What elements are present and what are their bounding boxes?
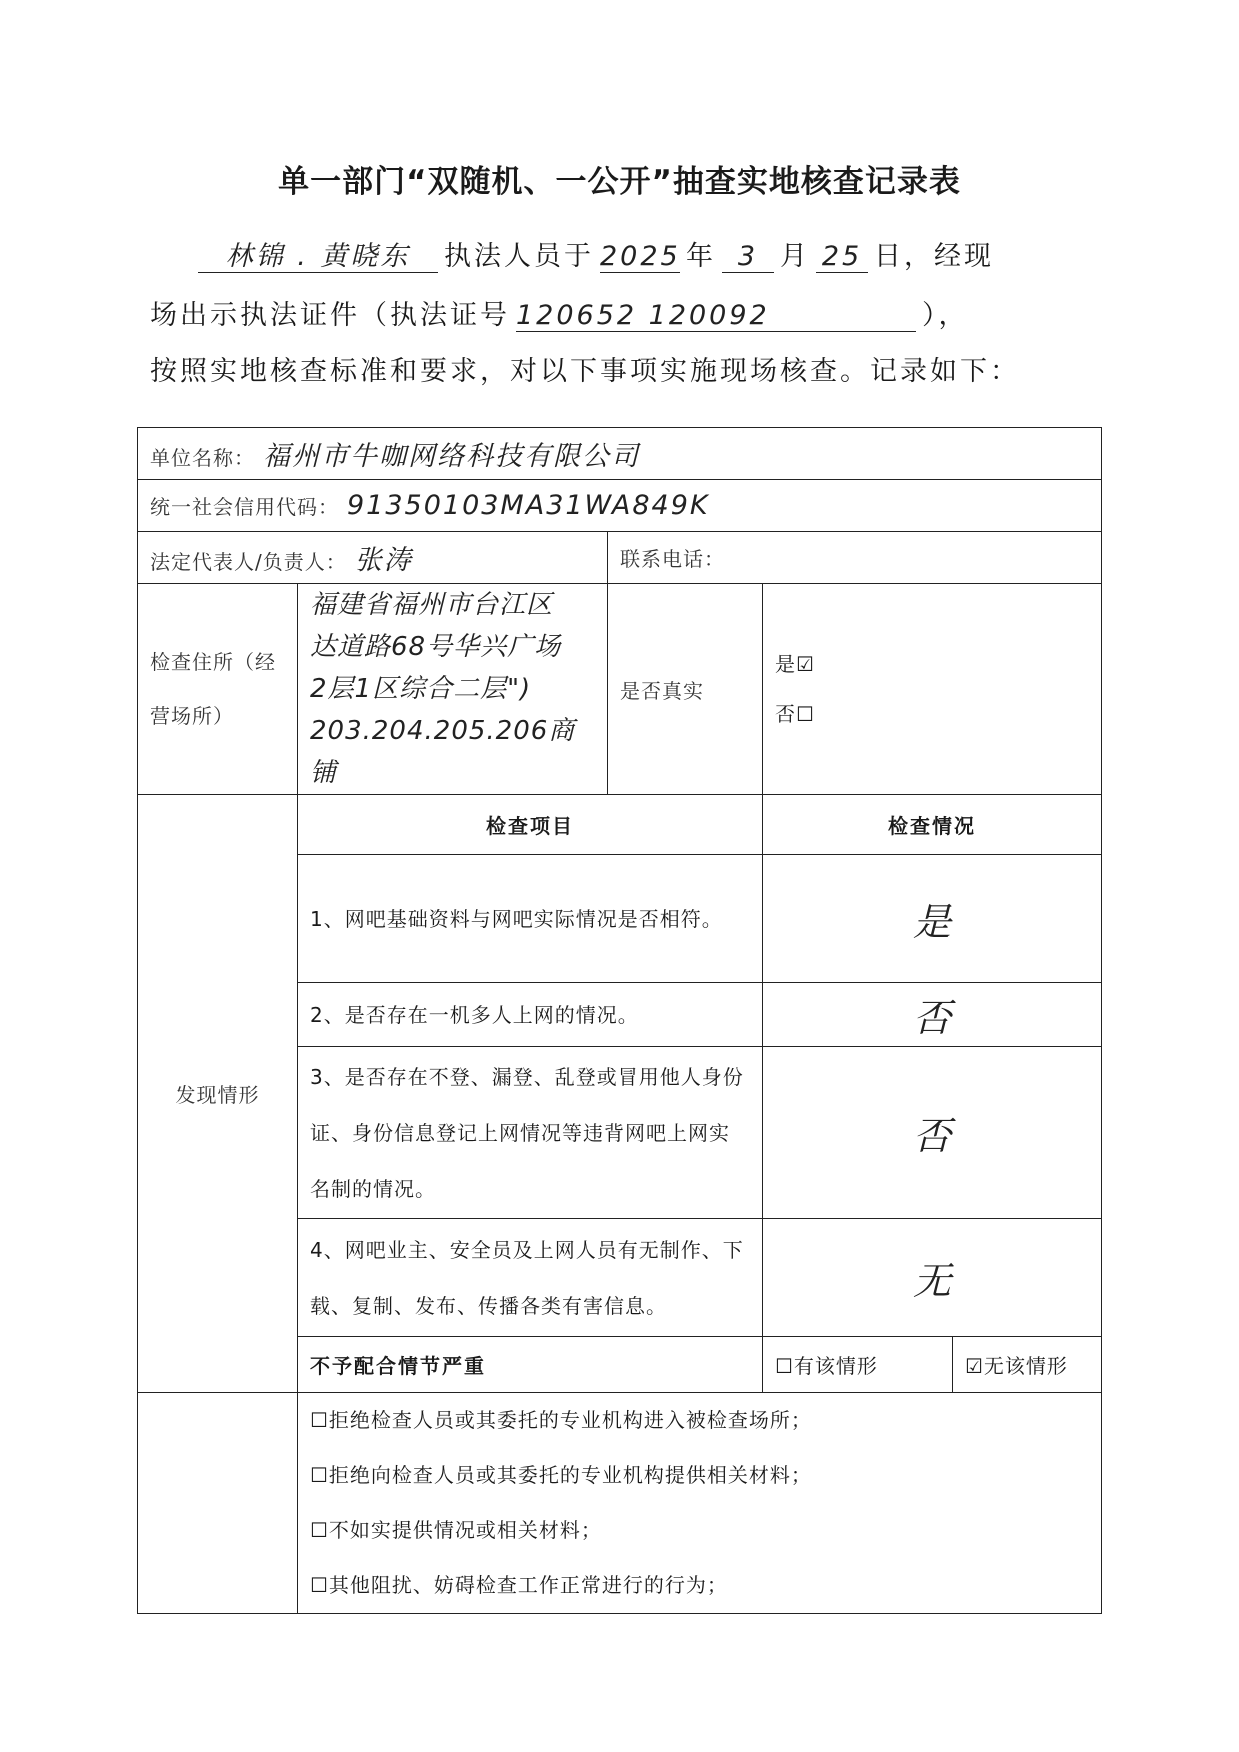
items-header-row — [138, 795, 1102, 855]
non-cooperation-label: 不予配合情节严重 — [298, 1337, 763, 1393]
address-value — [298, 584, 608, 795]
day-field: 25 — [816, 243, 868, 273]
items-header: 检查项目 — [298, 795, 763, 855]
inspection-form-table — [137, 427, 1102, 1614]
intro-line-2 — [150, 302, 1080, 332]
findings-label: 发现情形 — [138, 795, 298, 1393]
cert-suffix: ）， — [922, 300, 969, 331]
yes-checkbox: 是☑ — [775, 652, 815, 676]
company-value: 福州市牛咖网络科技有限公司 — [263, 441, 640, 472]
check-item-text: 2、是否存在一机多人上网的情况。 — [298, 983, 763, 1047]
intro-line-3: 按照实地核查标准和要求，对以下事项实施现场核查。记录如下： — [150, 356, 1020, 387]
intro-line-1 — [150, 243, 1080, 273]
non-cooperation-options-row — [138, 1393, 1102, 1614]
month-unit: 月 — [780, 241, 810, 272]
representative-value: 张涛 — [354, 545, 413, 576]
check-item-result: 否 — [763, 983, 1102, 1047]
representative-row — [138, 532, 1102, 584]
no-checkbox: 否☐ — [775, 702, 815, 726]
officers-field: 林锦 . 黄晓东 — [198, 243, 438, 273]
authenticity-label: 是否真实 — [608, 584, 763, 795]
option-refuse-entry: ☐拒绝检查人员或其委托的专业机构进入被检查场所； — [310, 1408, 812, 1432]
form-title: 单一部门“双随机、一公开”抽查实地核查记录表 — [278, 164, 961, 200]
option-false-info: ☐不如实提供情况或相关材料； — [310, 1518, 602, 1542]
credit-code-row — [138, 480, 1102, 532]
officers-suffix: 执法人员于 — [444, 241, 594, 272]
blank-label-cell — [138, 1393, 298, 1614]
month-field: 3 — [722, 243, 774, 273]
cert-prefix: 场出示执法证件（执法证号 — [150, 300, 510, 331]
credit-code-value: 91350103MA31WA849K — [347, 490, 710, 521]
has-situation-checkbox: ☐有该情形 — [763, 1337, 953, 1393]
address-line: 2层1区综合二层") — [310, 674, 532, 704]
company-label: 单位名称： — [150, 446, 255, 470]
check-item-result: 是 — [763, 855, 1102, 983]
address-label: 检查住所（经营场所） — [138, 584, 298, 795]
phone-label: 联系电话： — [620, 547, 725, 571]
day-suffix: 日，经现 — [874, 241, 994, 272]
year-unit: 年 — [686, 241, 716, 272]
cert-numbers-field: 120652 120092 — [516, 302, 916, 332]
no-situation-checkbox: ☑无该情形 — [953, 1337, 1102, 1393]
option-refuse-materials: ☐拒绝向检查人员或其委托的专业机构提供相关材料； — [310, 1463, 812, 1487]
check-item-text: 4、网吧业主、安全员及上网人员有无制作、下载、复制、发布、传播各类有害信息。 — [298, 1219, 763, 1337]
option-obstruction: ☐其他阻扰、妨碍检查工作正常进行的行为； — [310, 1573, 728, 1597]
address-line: 达道路68号华兴广场 — [310, 632, 562, 662]
address-line: 203.204.205.206商铺 — [310, 716, 576, 788]
check-item-result: 否 — [763, 1047, 1102, 1219]
authenticity-options — [763, 584, 1102, 795]
credit-code-label: 统一社会信用代码： — [150, 495, 339, 519]
check-item-text: 3、是否存在不登、漏登、乱登或冒用他人身份证、身份信息登记上网情况等违背网吧上网实名制的情况。 — [298, 1047, 763, 1219]
address-row — [138, 584, 1102, 795]
company-row — [138, 428, 1102, 480]
non-cooperation-options — [298, 1393, 1102, 1614]
check-item-text: 1、网吧基础资料与网吧实际情况是否相符。 — [298, 855, 763, 983]
year-field: 2025 — [600, 241, 681, 272]
check-item-result: 无 — [763, 1219, 1102, 1337]
address-line: 福建省福州市台江区 — [310, 590, 554, 620]
status-header: 检查情况 — [763, 795, 1102, 855]
representative-label: 法定代表人/负责人： — [150, 550, 347, 574]
